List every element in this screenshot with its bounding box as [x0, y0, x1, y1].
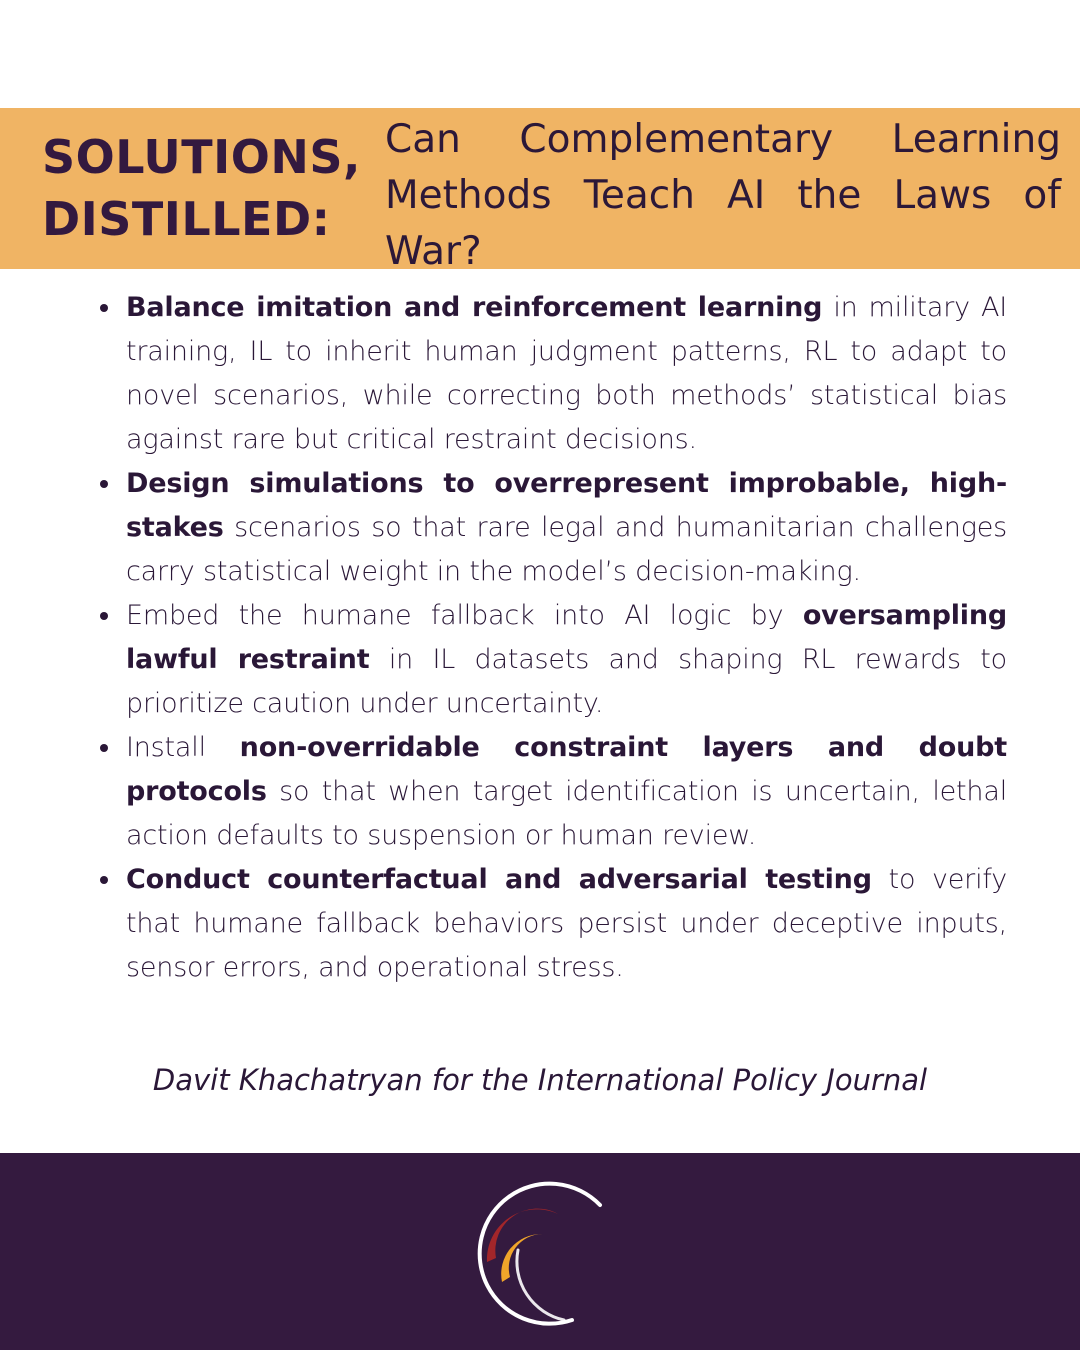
page-title: Can Complementary Learning Methods Teach AI the Laws of War? [385, 117, 1061, 274]
logo-red-arc [487, 1209, 558, 1262]
byline: Davit Khachatryan for the International Policy Journal [152, 1063, 928, 1097]
list-item [98, 286, 1007, 462]
item-bold-text: Balance imitation and reinforcement learning [126, 292, 823, 323]
bullet-dot-icon [100, 480, 108, 488]
crescent-arcs-logo-icon [460, 1170, 620, 1330]
item-lead-text: Install [126, 732, 240, 763]
logo-white-inner-arc [517, 1250, 564, 1320]
item-bold-text: Conduct counterfactual and adversarial testing [126, 864, 872, 895]
item-rest-text: in IL datasets and shaping RL rewards to prioritize caution under uncertainty. [126, 644, 1007, 719]
item-rest-text: so that when target identification is uncertain, lethal action defaults to suspension or human review. [126, 776, 1007, 851]
item-rest-text: scenarios so that rare legal and humanitarian challenges carry statistical weight in the model’s decision-making. [126, 512, 1007, 587]
list-item [98, 462, 1007, 594]
item-rest-text: to verify that humane fallback behaviors persist under deceptive inputs, sensor errors, and operational stress. [126, 864, 1007, 983]
list-item [98, 594, 1007, 726]
section-label [42, 126, 362, 250]
section-label-line2: DISTILLED: [42, 192, 331, 246]
bullet-dot-icon [100, 744, 108, 752]
bullet-dot-icon [100, 304, 108, 312]
logo-white-arc [480, 1184, 600, 1324]
item-lead-text: Embed the humane fallback into AI logic by [126, 600, 803, 631]
bullet-dot-icon [100, 612, 108, 620]
bullet-dot-icon [100, 876, 108, 884]
list-item [98, 858, 1007, 990]
item-bold-text: Design simulations to overrepresent improbable, high-stakes [126, 468, 1007, 543]
item-bold-text: oversampling lawful restraint [126, 600, 1007, 675]
item-bold-text: non-overridable constraint layers and doubt protocols [126, 732, 1007, 807]
list-item [98, 726, 1007, 858]
item-rest-text: in military AI training, IL to inherit human judgment patterns, RL to adapt to novel scenarios, while correcting both methods’ statistical bias against rare but critical restraint decisions. [126, 292, 1007, 455]
logo-orange-arc [501, 1234, 542, 1282]
solutions-list [98, 286, 1007, 990]
section-label-line1: SOLUTIONS, [42, 130, 361, 184]
